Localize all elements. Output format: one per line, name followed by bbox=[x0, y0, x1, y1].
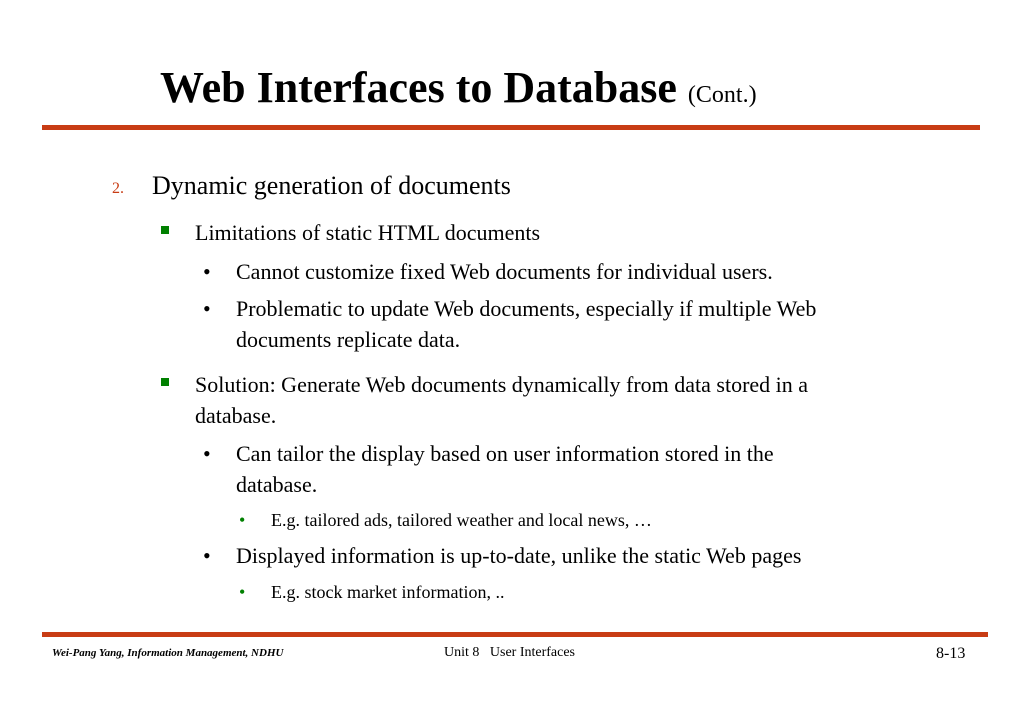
footer-unit: Unit 8 User Interfaces bbox=[444, 645, 576, 660]
bullet-text: Displayed information is up-to-date, unlike the static Web pages bbox=[236, 543, 802, 568]
footer-page-number: 8-13 bbox=[936, 645, 966, 662]
bullet-text-continuation: documents replicate data. bbox=[236, 327, 461, 352]
square-bullet-icon bbox=[161, 226, 169, 234]
bullet-text-continuation: database. bbox=[236, 472, 318, 497]
square-bullet-icon bbox=[161, 378, 169, 386]
slide-title bbox=[160, 62, 757, 121]
sub-bullet-icon: • bbox=[239, 582, 246, 602]
footer-author: Wei-Pang Yang, Information Management, NDHU bbox=[52, 647, 284, 659]
section-heading: Limitations of static HTML documents bbox=[195, 220, 541, 245]
sub-bullet-text: E.g. stock market information, .. bbox=[271, 582, 505, 602]
bullet-text: Problematic to update Web documents, especially if multiple Web bbox=[236, 296, 817, 321]
bullet-icon: • bbox=[203, 441, 211, 466]
bullet-icon: • bbox=[203, 543, 211, 568]
item-number: 2. bbox=[112, 180, 124, 197]
bullet-text: Can tailor the display based on user information stored in the bbox=[236, 441, 774, 466]
bullet-text: Cannot customize fixed Web documents for individual users. bbox=[236, 259, 773, 284]
footer-divider bbox=[42, 632, 988, 637]
sub-bullet-icon: • bbox=[239, 510, 246, 530]
slide-title-suffix: (Cont.) bbox=[687, 82, 757, 108]
section-heading: Solution: Generate Web documents dynamically from data stored in a bbox=[195, 372, 809, 397]
bullet-icon: • bbox=[203, 296, 211, 321]
sub-bullet-text: E.g. tailored ads, tailored weather and local news, … bbox=[271, 510, 652, 530]
bullet-icon: • bbox=[203, 259, 211, 284]
item-heading: Dynamic generation of documents bbox=[152, 171, 511, 200]
slide-title-text: Web Interfaces to Database bbox=[160, 63, 677, 112]
section-heading-continuation: database. bbox=[195, 403, 277, 428]
title-divider bbox=[42, 125, 980, 130]
